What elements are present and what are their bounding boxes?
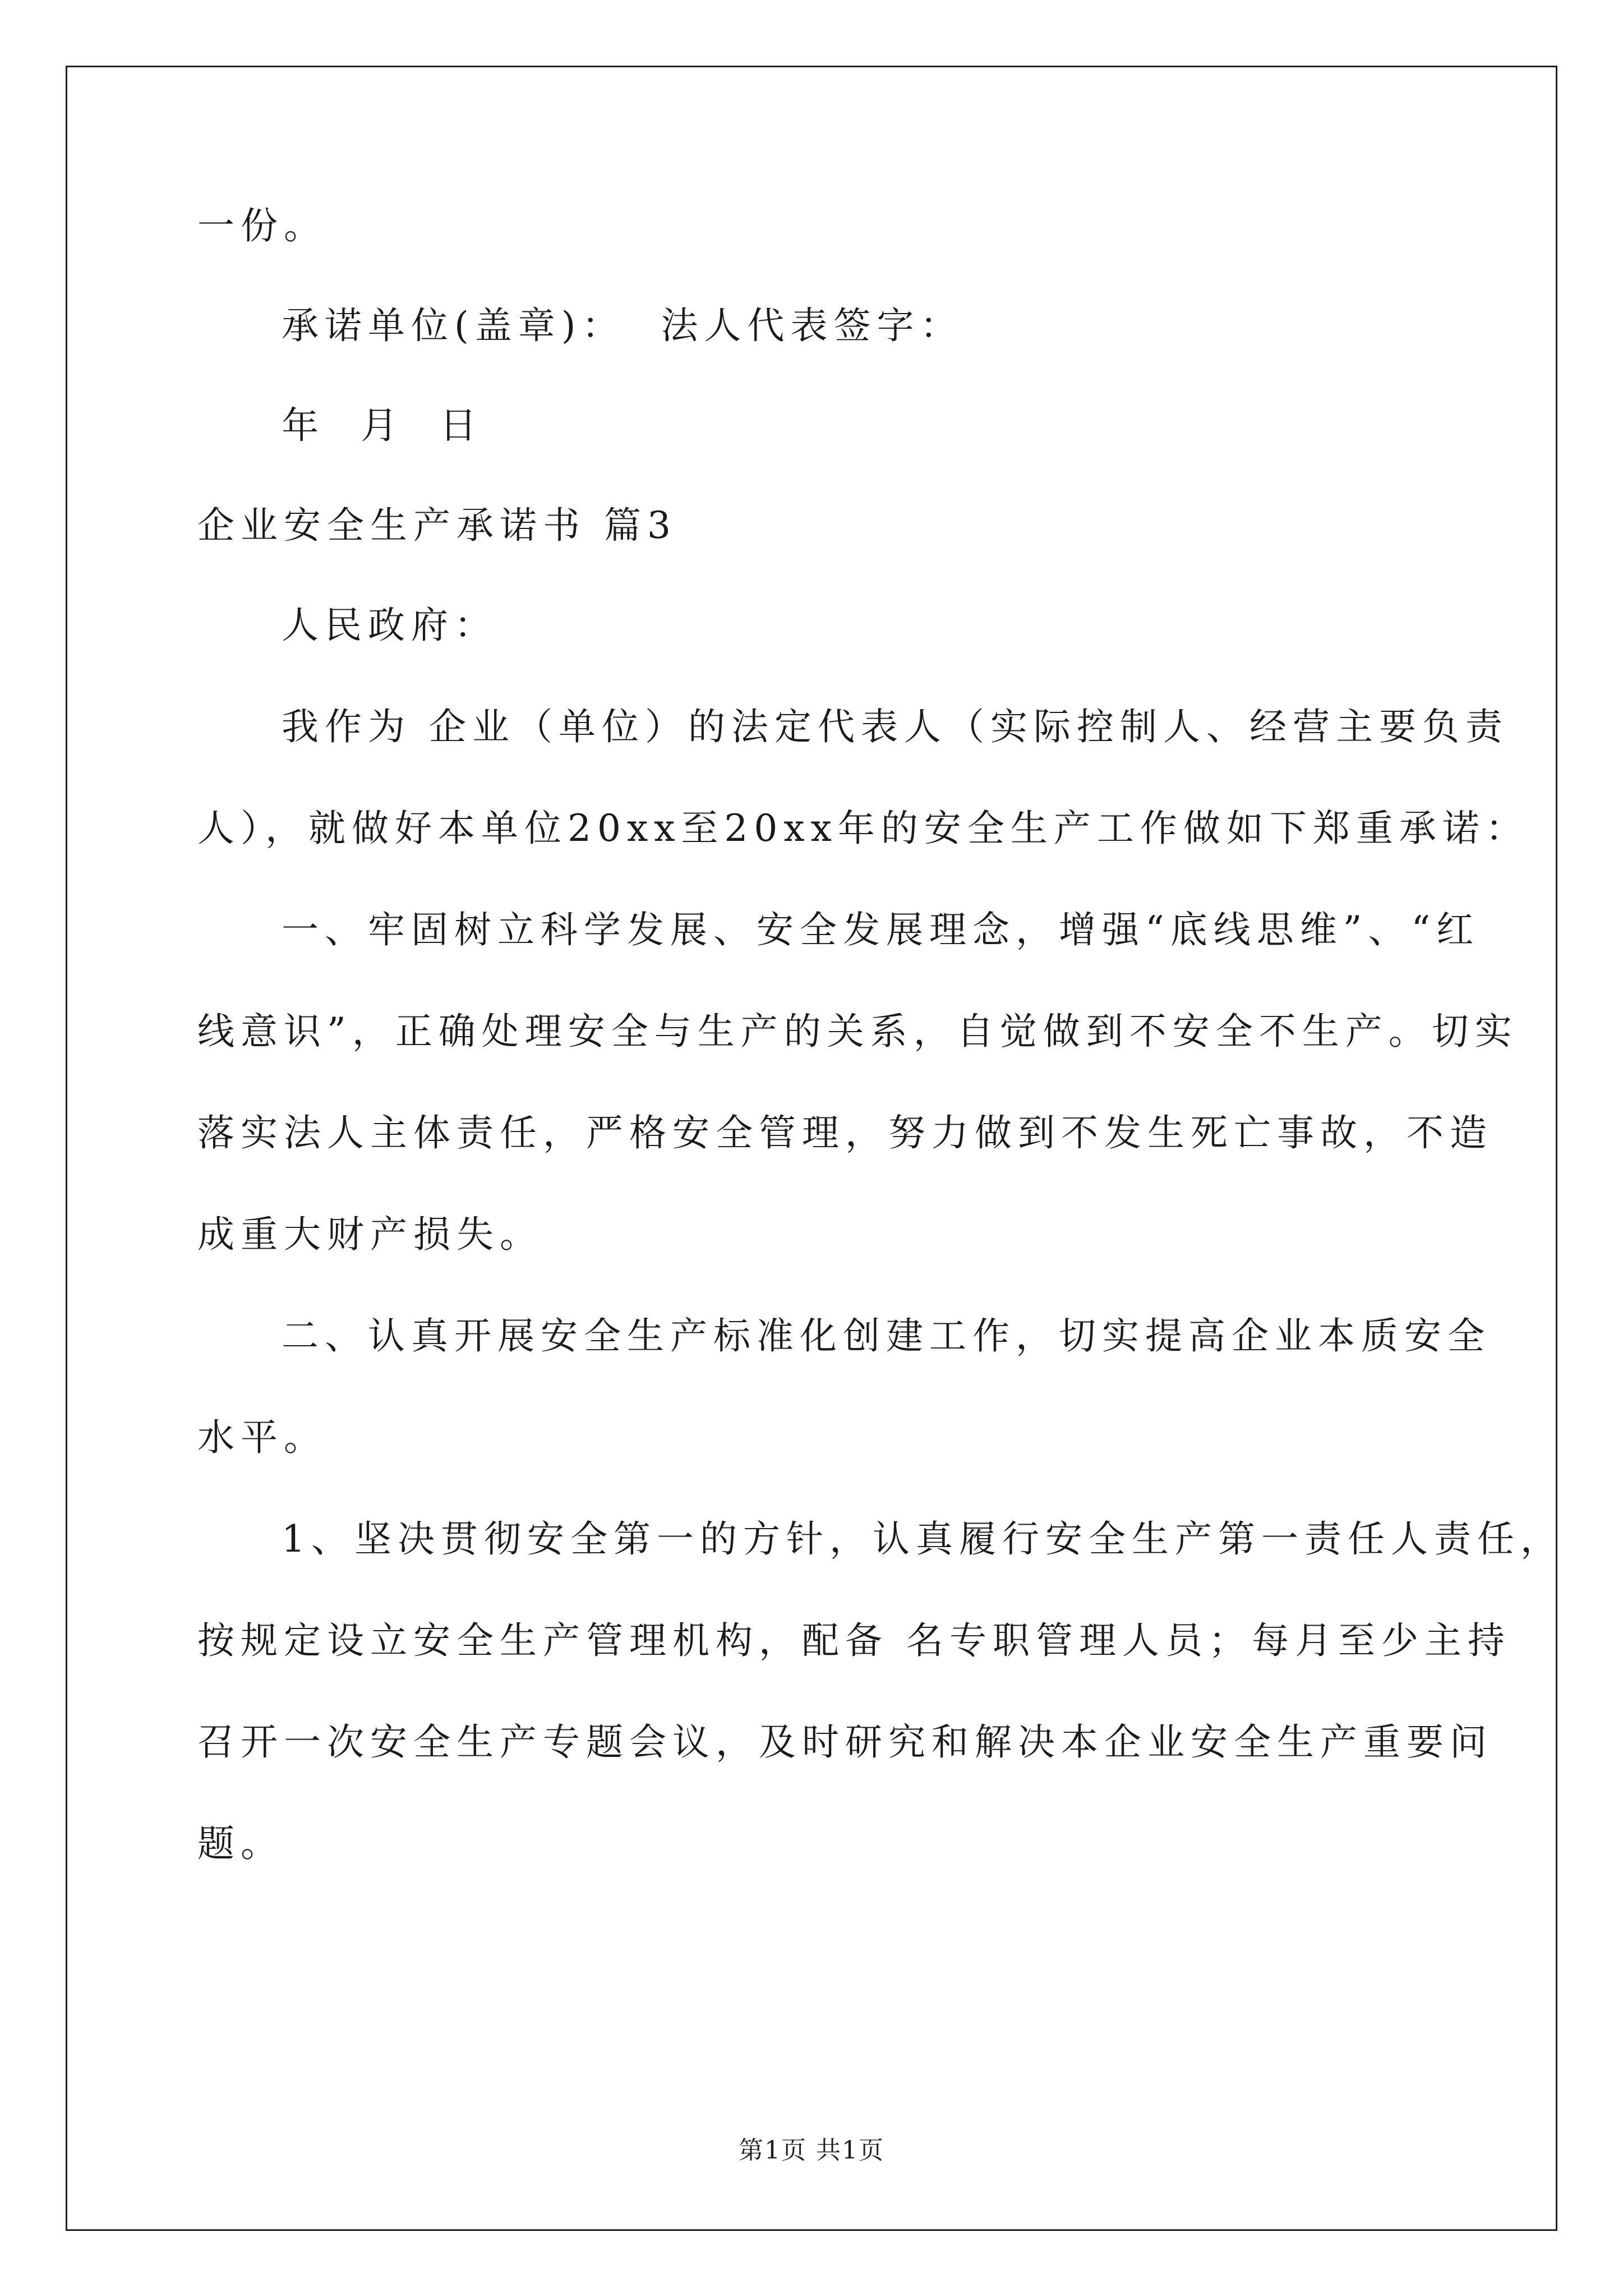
body-line: 线意识”，正确处理安全与生产的关系，自觉做到不安全不生产。切实 — [197, 1010, 1518, 1053]
body-line: 人），就做好本单位20xx至20xx年的安全生产工作做如下郑重承诺： — [197, 807, 1529, 850]
page-footer: 第1页 共1页 — [739, 2136, 884, 2165]
date-line: 年 月 日 — [282, 404, 483, 447]
body-line: 二、认真开展安全生产标准化创建工作，切实提高企业本质安全 — [282, 1314, 1491, 1358]
section-heading: 企业安全生产承诺书 篇3 — [197, 504, 677, 547]
body-line: 一、牢固树立科学发展、安全发展理念，增强“底线思维”、“红 — [282, 908, 1480, 951]
body-line: 一份。 — [197, 204, 327, 247]
body-line: 我作为 企业（单位）的法定代表人（实际控制人、经营主要负责 — [282, 705, 1509, 748]
body-line: 1、坚决贯彻安全第一的方针，认真履行安全生产第一责任人责任， — [282, 1517, 1564, 1561]
addressee-line: 人民政府： — [282, 604, 497, 647]
body-line: 成重大财产损失。 — [197, 1213, 543, 1256]
body-line: 水平。 — [197, 1416, 327, 1459]
body-line: 按规定设立安全生产管理机构，配备 名专职管理人员；每月至少主持 — [197, 1619, 1511, 1662]
body-line: 召开一次安全生产专题会议，及时研究和解决本企业安全生产重要问 — [197, 1720, 1493, 1764]
document-body — [197, 204, 1564, 1865]
body-line: 落实法人主体责任，严格安全管理，努力做到不发生死亡事故，不造 — [197, 1111, 1493, 1154]
body-line: 题。 — [197, 1822, 284, 1865]
signature-line: 承诺单位(盖章)： 法人代表签字： — [282, 304, 963, 347]
